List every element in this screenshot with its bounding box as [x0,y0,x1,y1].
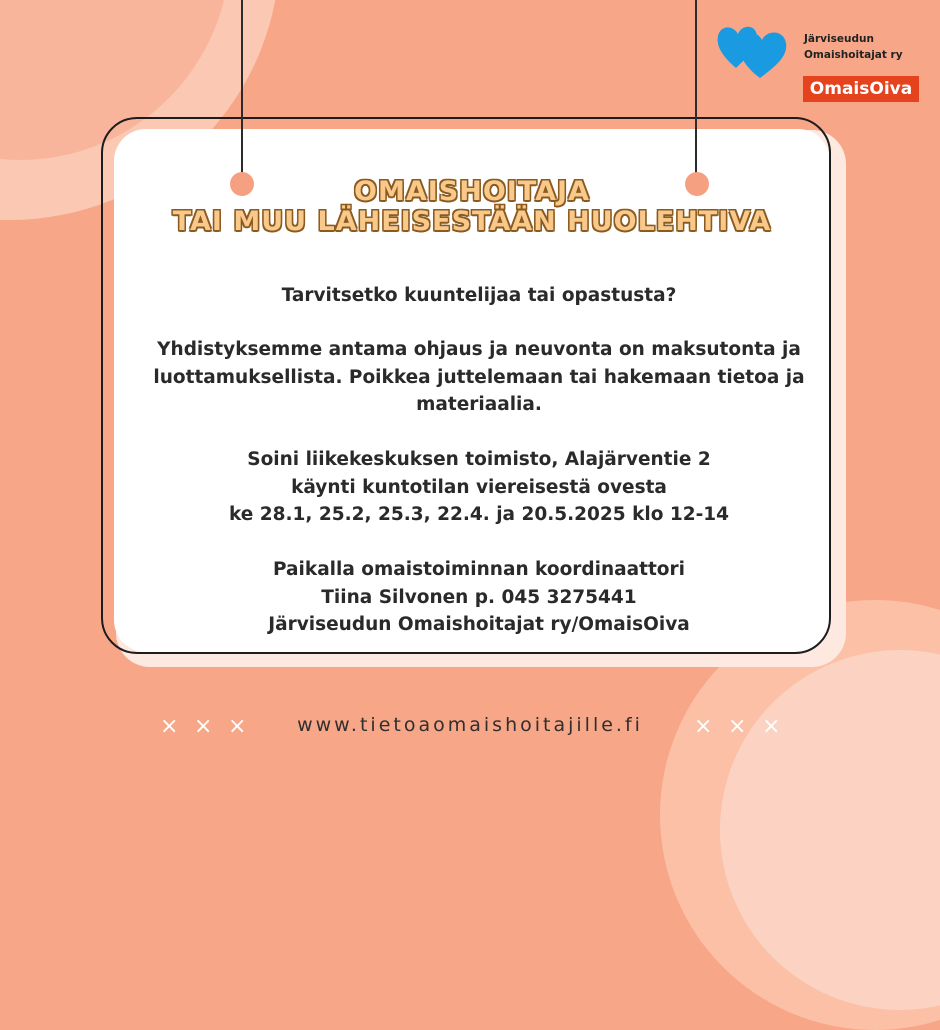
contact-line: Järviseudun Omaishoitajat ry/OmaisOiva [268,614,690,635]
heading-line-2: TAI MUU LÄHEISESTÄÄN HUOLEHTIVA [172,206,772,237]
schedule-line: ke 28.1, 25.2, 25.3, 22.4. ja 20.5.2025 klo 12-14 [228,504,730,525]
organization-name [804,31,903,63]
hearts-icon [714,16,794,80]
address-line: Soini liikekeskuksen toimisto, Alajärventie 2 [247,449,711,470]
question-text [114,282,844,310]
paragraph-line: materiaalia. [416,394,542,415]
contact-block [114,556,844,639]
address-line: käynti kuntotilan viereisestä ovesta [291,476,667,498]
paragraph-line: luottamuksellista. Poikkea juttelemaan tai hakemaan tietoa ja [153,366,805,388]
hanging-string-left [241,0,243,176]
heart-large-icon [740,32,787,78]
address-block [114,446,844,529]
cross-decor-icon: × [228,714,247,739]
cross-decor-icon: × [762,714,781,739]
cross-decor-icon: × [160,714,179,739]
organization-name-line: Omaishoitajat ry [804,49,903,61]
paragraph-line: Yhdistyksemme antama ohjaus ja neuvonta on maksutonta ja [157,339,801,360]
info-paragraph [114,336,844,419]
question-line: Tarvitsetko kuuntelijaa tai opastusta? [281,285,677,306]
website-link[interactable]: www.tietoaomaishoitajille.fi [297,714,643,736]
heading-line-1: OMAISHOITAJA [354,176,590,207]
contact-line: Paikalla omaistoiminnan koordinaattori [273,559,685,580]
cross-decor-icon: × [728,714,747,739]
cross-decor-icon: × [694,714,713,739]
hanging-string-right [695,0,697,176]
contact-line: Tiina Silvonen p. 045 3275441 [321,586,637,608]
cross-decor-icon: × [194,714,213,739]
organization-name-line: Järviseudun [804,33,874,45]
omaisoiva-badge: OmaisOiva [803,76,919,102]
